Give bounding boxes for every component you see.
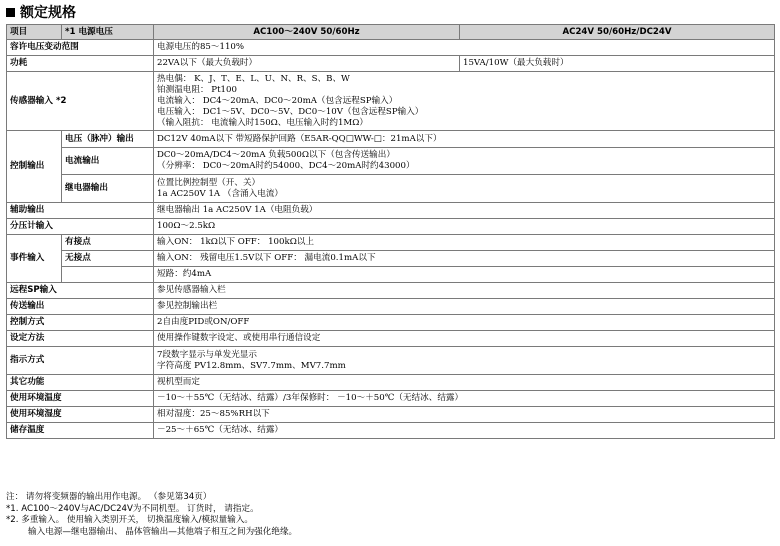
- empty-cell: [62, 267, 154, 283]
- row-label: 容许电压变动范围: [7, 40, 154, 56]
- row-value-dc: 15VA/10W（最大负载时）: [460, 56, 775, 72]
- sensor-line: 铂测温电阻： Pt100: [157, 84, 237, 95]
- row-value: [154, 175, 775, 203]
- sensor-line: 电流输入： DC4～20mA、DC0～20mA（包含远程SP输入）: [157, 95, 398, 106]
- header-ac: AC100～240V 50/60Hz: [154, 25, 460, 40]
- row-value: 参见控制输出栏: [154, 299, 775, 315]
- sub-label: 无接点: [62, 251, 154, 267]
- row-value: －10～＋55℃（无结冰、结露）/3年保修时： －10～＋50℃（无结冰、结露）: [154, 391, 775, 407]
- row-value: 相对湿度：25～85%RH以下: [154, 407, 775, 423]
- table-row: [7, 407, 775, 423]
- sensor-line: （输入阻抗： 电流输入时150Ω、电压输入时约1MΩ）: [157, 117, 368, 128]
- row-value: [154, 148, 775, 175]
- value-line: （分辨率： DC0～20mA时约54000、DC4～20mA时约43000）: [157, 161, 415, 171]
- section-title-text: 额定规格: [20, 5, 76, 21]
- table-row: [7, 131, 775, 148]
- row-value: 输入ON： 残留电压1.5V以下 OFF： 漏电流0.1mA以下: [154, 251, 775, 267]
- row-value: －25～＋65℃（无结冰、结露）: [154, 423, 775, 439]
- table-row: [7, 375, 775, 391]
- row-value: 使用操作键数字设定、或使用串行通信设定: [154, 331, 775, 347]
- value-line: DC0～20mA/DC4～20mA 负载500Ω以下（包含传送输出）: [157, 150, 395, 160]
- table-row: [7, 347, 775, 375]
- header-item: 项目: [7, 25, 62, 40]
- table-row: [7, 423, 775, 439]
- sub-label: 有接点: [62, 235, 154, 251]
- row-label: 功耗: [7, 56, 154, 72]
- table-row: [7, 267, 775, 283]
- row-label: 指示方式: [7, 347, 154, 375]
- table-row: [7, 315, 775, 331]
- table-row: [7, 251, 775, 267]
- row-value: [154, 72, 775, 131]
- section-title: [6, 2, 76, 22]
- table-row: [7, 299, 775, 315]
- value-line: 7段数字显示与单发光显示: [157, 349, 257, 360]
- table-header-row: [7, 25, 775, 40]
- footnote: 输入电源—继电器输出、 晶体管输出—其他端子相互之间为强化绝缘。: [28, 526, 298, 537]
- footnotes: [6, 492, 774, 538]
- row-label: 辅助输出: [7, 203, 154, 219]
- table-row: [7, 40, 775, 56]
- sub-label: 电流输出: [62, 148, 154, 175]
- row-value: 100Ω～2.5kΩ: [154, 219, 775, 235]
- row-label: 储存温度: [7, 423, 154, 439]
- footnote: *1. AC100～240V与AC/DC24V为不同机型。 订货时， 请指定。: [6, 503, 259, 514]
- row-value: [154, 347, 775, 375]
- row-label: 使用环境温度: [7, 391, 154, 407]
- square-bullet-icon: [6, 8, 15, 17]
- row-value-ac: 22VA以下（最大负载时）: [154, 56, 460, 72]
- row-label: 使用环境湿度: [7, 407, 154, 423]
- footnote: 注： 请勿将变频器的输出用作电源。 （参见第34页）: [6, 492, 212, 502]
- row-label: 控制输出: [7, 131, 62, 203]
- table-row: [7, 283, 775, 299]
- row-value: 短路：约4mA: [154, 267, 775, 283]
- table-row: [7, 219, 775, 235]
- row-label: 传送输出: [7, 299, 154, 315]
- spec-table: [6, 24, 775, 439]
- footnote: *2. 多重输入。 使用输入类别开关， 切换温度输入/模拟量输入。: [6, 515, 254, 525]
- row-value: DC12V 40mA以下 带短路保护回路（E5AR-QQ□WW-□：21mA以下）: [154, 131, 775, 148]
- table-row: [7, 56, 775, 72]
- row-value: 参见传感器输入栏: [154, 283, 775, 299]
- table-row: [7, 148, 775, 175]
- sub-label: 电压（脉冲）输出: [62, 131, 154, 148]
- table-row: [7, 235, 775, 251]
- row-label: 其它功能: [7, 375, 154, 391]
- row-value: 视机型而定: [154, 375, 775, 391]
- sub-label: 继电器输出: [62, 175, 154, 203]
- row-value: 输入ON： 1kΩ以下 OFF： 100kΩ以上: [154, 235, 775, 251]
- row-label: 传感器输入 *2: [7, 72, 154, 131]
- row-label: 远程SP输入: [7, 283, 154, 299]
- header-dc: AC24V 50/60Hz/DC24V: [460, 25, 775, 40]
- row-label: 控制方式: [7, 315, 154, 331]
- sensor-line: 热电偶： K、J、T、E、L、U、N、R、S、B、W: [157, 73, 350, 84]
- row-label: 事件输入: [7, 235, 62, 283]
- table-row: [7, 203, 775, 219]
- table-row: [7, 175, 775, 203]
- value-line: 1a AC250V 1A （含涌入电流）: [157, 188, 284, 199]
- table-row: [7, 72, 775, 131]
- row-value: 继电器输出 1a AC250V 1A（电阻负载）: [154, 203, 775, 219]
- row-label: 设定方法: [7, 331, 154, 347]
- value-line: 位置比例控制型（开、关）: [157, 177, 261, 188]
- sensor-line: 电压输入： DC1～5V、DC0～5V、DC0～10V（包含远程SP输入）: [157, 106, 424, 117]
- row-value: 2自由度PID或ON/OFF: [154, 315, 775, 331]
- table-row: [7, 331, 775, 347]
- table-row: [7, 391, 775, 407]
- value-line: 字符高度 PV12.8mm、SV7.7mm、MV7.7mm: [157, 360, 346, 371]
- row-value: 电源电压的85～110%: [154, 40, 775, 56]
- header-power-label: *1 电源电压: [62, 25, 154, 40]
- row-label: 分压计输入: [7, 219, 154, 235]
